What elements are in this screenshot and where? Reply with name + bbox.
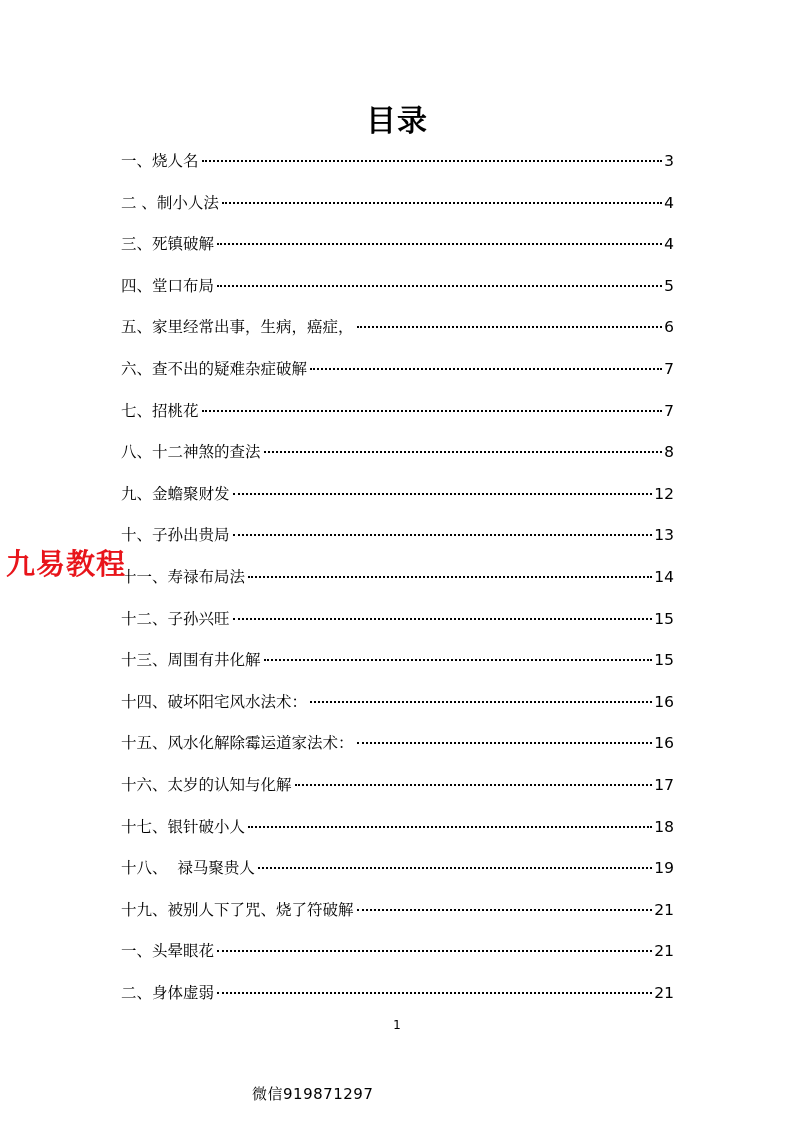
watermark-text: 九易教程 <box>6 547 127 581</box>
toc-dot-leader <box>258 867 652 869</box>
toc-entry-label: 十六、太岁的认知与化解 <box>121 775 292 794</box>
toc-dot-leader <box>217 243 662 245</box>
toc-dot-leader <box>233 618 653 620</box>
toc-entry-label: 八、十二神煞的查法 <box>121 443 261 462</box>
toc-dot-leader <box>222 202 662 204</box>
toc-entry-label: 七、招桃花 <box>121 401 199 420</box>
footer-contact: 微信919871297 <box>252 1085 374 1103</box>
toc-entry[interactable] <box>121 771 674 813</box>
toc-dot-leader <box>217 285 662 287</box>
toc-entry[interactable] <box>121 189 674 231</box>
toc-entry-page: 21 <box>654 983 674 1002</box>
toc-dot-leader <box>357 742 653 744</box>
toc-entry-page: 8 <box>664 443 674 462</box>
toc-entry-page: 16 <box>654 692 674 711</box>
toc-entry-page: 19 <box>654 859 674 878</box>
toc-dot-leader <box>264 659 653 661</box>
toc-entry-label: 十七、银针破小人 <box>121 817 246 836</box>
toc-entry[interactable] <box>121 937 674 979</box>
toc-entry[interactable] <box>121 646 674 688</box>
toc-entry-label: 一、烧人名 <box>121 152 199 170</box>
toc-dot-leader <box>233 534 653 536</box>
toc-entry[interactable] <box>121 605 674 647</box>
toc-entry-page: 12 <box>654 484 674 503</box>
toc-entry-page: 4 <box>664 235 674 254</box>
toc-entry[interactable] <box>121 438 674 480</box>
toc-entry[interactable] <box>121 230 674 272</box>
toc-entry-page: 15 <box>654 651 674 670</box>
toc-entry-label: 十五、风水化解除霉运道家法术： <box>121 734 354 753</box>
toc-entry-page: 6 <box>664 318 674 337</box>
toc-entry-page: 14 <box>654 567 674 586</box>
toc-entry[interactable] <box>121 979 674 1021</box>
toc-entry-page: 18 <box>654 817 674 836</box>
toc-entry-label: 十二、子孙兴旺 <box>121 609 230 628</box>
toc-entry-label: 九、金蟾聚财发 <box>121 484 230 503</box>
toc-dot-leader <box>357 909 653 911</box>
toc-entry[interactable] <box>121 688 674 730</box>
toc-entry-label: 四、堂口布局 <box>121 276 215 295</box>
toc-dot-leader <box>310 701 652 703</box>
toc-entry[interactable] <box>121 854 674 896</box>
toc-entry-label: 十四、破坏阳宅风水法术： <box>121 692 308 711</box>
toc-dot-leader <box>295 784 653 786</box>
toc-entry-label: 十一、寿禄布局法 <box>121 567 246 586</box>
toc-entry-label: 三、死镇破解 <box>121 235 215 254</box>
toc-entry-label: 十三、周围有井化解 <box>121 651 261 670</box>
toc-entry-page: 21 <box>654 942 674 961</box>
toc-entry[interactable] <box>121 480 674 522</box>
toc-entry[interactable] <box>121 563 674 605</box>
toc-dot-leader <box>217 992 652 994</box>
toc-entry-page: 4 <box>664 193 674 212</box>
toc-entry-page: 21 <box>654 900 674 919</box>
toc-dot-leader <box>202 160 663 162</box>
toc-entry-page: 5 <box>664 276 674 295</box>
toc-entry-page: 7 <box>664 359 674 378</box>
toc-entry-page: 15 <box>654 609 674 628</box>
toc-entry[interactable] <box>121 813 674 855</box>
toc-entry-label: 六、查不出的疑难杂症破解 <box>121 359 308 378</box>
toc-entry[interactable] <box>121 147 674 189</box>
toc-entry-page: 13 <box>654 526 674 545</box>
toc-entry-page: 7 <box>664 401 674 420</box>
table-of-contents <box>121 147 674 1020</box>
toc-dot-leader <box>217 950 652 952</box>
toc-entry-label: 十、子孙出贵局 <box>121 526 230 545</box>
toc-dot-leader <box>310 368 662 370</box>
toc-entry-label: 十九、被别人下了咒、烧了符破解 <box>121 900 354 919</box>
toc-entry[interactable] <box>121 313 674 355</box>
page-title: 目录 <box>366 104 428 139</box>
toc-dot-leader <box>202 410 663 412</box>
toc-dot-leader <box>233 493 653 495</box>
toc-entry[interactable] <box>121 272 674 314</box>
toc-entry-page: 3 <box>664 152 674 170</box>
toc-dot-leader <box>264 451 663 453</box>
toc-dot-leader <box>248 576 652 578</box>
toc-dot-leader <box>357 326 663 328</box>
toc-entry-label: 二、身体虚弱 <box>121 983 215 1002</box>
toc-entry-label: 一、头晕眼花 <box>121 942 215 961</box>
toc-entry-label: 十八、 禄马聚贵人 <box>121 859 255 878</box>
toc-dot-leader <box>248 826 652 828</box>
toc-entry[interactable] <box>121 896 674 938</box>
toc-entry[interactable] <box>121 729 674 771</box>
toc-entry[interactable] <box>121 355 674 397</box>
toc-entry-label: 二 、制小人法 <box>121 193 219 212</box>
toc-entry[interactable] <box>121 397 674 439</box>
toc-entry-label: 五、家里经常出事，生病，癌症， <box>121 318 354 337</box>
toc-entry-page: 17 <box>654 775 674 794</box>
toc-entry-page: 16 <box>654 734 674 753</box>
toc-entry[interactable] <box>121 521 674 563</box>
page-number: 1 <box>393 1018 401 1032</box>
